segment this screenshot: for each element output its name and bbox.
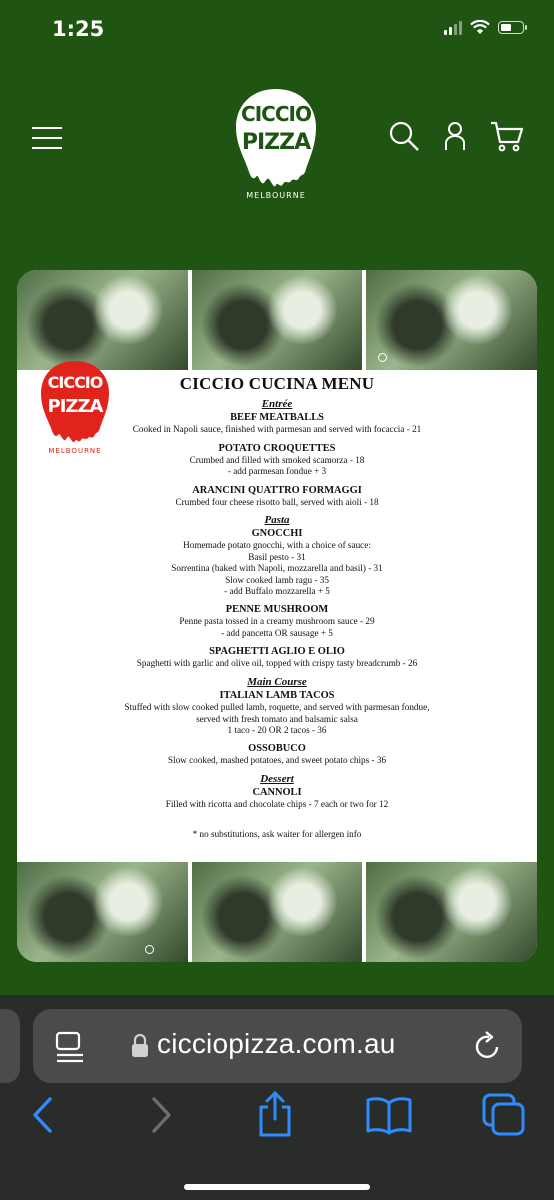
battery-level	[501, 24, 511, 31]
photo-strip-bottom	[17, 862, 537, 962]
menu-item-description: - add pancetta OR sausage + 5	[221, 627, 333, 638]
share-icon[interactable]	[256, 1091, 294, 1137]
lock-icon	[130, 1033, 150, 1059]
film-still-photo	[17, 862, 188, 962]
menu-item-description: Crumbed four cheese risotto ball, served with aioli - 18	[175, 496, 379, 507]
forward-icon[interactable]	[148, 1095, 174, 1135]
menu-item-description: - add Buffalo mozzarella + 5	[224, 586, 330, 597]
menu-item	[17, 485, 537, 508]
menu-item-description: Basil pesto - 31	[248, 551, 306, 562]
address-bar[interactable]	[33, 1009, 522, 1083]
menu-content	[17, 397, 537, 840]
menu-item-description: Spaghetti with garlic and olive oil, topped with crispy tasty breadcrumb - 26	[136, 658, 418, 669]
menu-item-description: Penne pasta tossed in a creamy mushroom sauce - 29	[179, 616, 375, 627]
browser-toolbar	[0, 1095, 554, 1147]
home-indicator	[184, 1184, 370, 1190]
svg-text:MELBOURNE: MELBOURNE	[246, 191, 306, 200]
media-dot-icon	[378, 353, 387, 362]
menu-item-name: SPAGHETTI AGLIO E OLIO	[209, 646, 345, 658]
wifi-icon	[470, 20, 490, 35]
menu-section-title: Entrée	[261, 398, 293, 410]
status-icons	[444, 20, 524, 35]
menu-section-title: Pasta	[264, 514, 290, 527]
reload-icon[interactable]	[472, 1030, 502, 1062]
film-still-photo	[366, 270, 537, 370]
menu-section-title: Main Course	[247, 675, 307, 688]
menu-item-description: Filled with ricotta and chocolate chips - 7 each or two for 12	[165, 799, 389, 810]
menu-item-name: ARANCINI QUATTRO FORMAGGI	[192, 484, 362, 496]
menu-item-description: - add parmesan fondue + 3	[227, 466, 327, 477]
menu-item-name: ITALIAN LAMB TACOS	[219, 690, 335, 702]
back-icon[interactable]	[30, 1095, 56, 1135]
menu-item	[17, 528, 537, 597]
menu-item-description: Cooked in Napoli sauce, finished with parmesan and served with focaccia - 21	[132, 424, 422, 435]
menu-item	[17, 646, 537, 669]
menu-item-description: Slow cooked, mashed potatoes, and sweet potato chips - 36	[167, 755, 387, 766]
menu-body	[17, 370, 537, 862]
menu-item	[17, 443, 537, 478]
film-still-photo	[17, 270, 188, 370]
ciccio-pizza-logo[interactable]	[228, 85, 324, 203]
svg-text:CICCIO: CICCIO	[47, 373, 103, 392]
previous-tab-peek[interactable]	[0, 1009, 20, 1083]
menu-item	[17, 743, 537, 766]
menu-item-name: CANNOLI	[252, 787, 302, 799]
photo-strip-top	[17, 270, 537, 370]
film-still-photo	[366, 862, 537, 962]
page-menu-icon[interactable]	[55, 1031, 85, 1063]
menu-item-description: Stuffed with slow cooked pulled lamb, roquette, and served with parmesan fondue,	[124, 702, 430, 713]
cellular-signal-icon	[444, 21, 462, 35]
menu-item-description: served with fresh tomato and balsamic salsa	[196, 713, 358, 724]
menu-section-title: Dessert	[260, 772, 294, 785]
menu-item-name: GNOCCHI	[251, 528, 303, 540]
header-actions	[388, 120, 524, 152]
menu-item-name: PENNE MUSHROOM	[225, 604, 329, 616]
battery-icon	[498, 21, 524, 34]
media-dot-icon	[145, 945, 154, 954]
status-bar	[0, 0, 554, 60]
film-still-photo	[192, 862, 363, 962]
menu-image-card	[17, 270, 537, 962]
svg-text:CICCIO: CICCIO	[241, 102, 311, 126]
site-header	[0, 80, 554, 210]
svg-text:MELBOURNE: MELBOURNE	[48, 447, 102, 455]
menu-item-description: Slow cooked lamb ragu - 35	[225, 574, 329, 585]
menu-icon[interactable]	[32, 127, 62, 149]
svg-text:PIZZA: PIZZA	[47, 396, 103, 417]
menu-footnote: * no substitutions, ask waiter for allergen info	[192, 828, 362, 839]
svg-text:PIZZA: PIZZA	[241, 130, 311, 155]
menu-item-name: OSSOBUCO	[248, 743, 306, 755]
url-text[interactable]: cicciopizza.com.au	[157, 1028, 396, 1059]
bookmarks-icon[interactable]	[366, 1095, 412, 1135]
menu-title: CICCIO CUCINA MENU	[179, 374, 375, 393]
film-still-photo	[192, 270, 363, 370]
menu-item-description: Sorrentina (baked with Napoli, mozzarella and basil) - 31	[171, 563, 383, 574]
cart-icon[interactable]	[490, 120, 524, 152]
menu-item-name: BEEF MEATBALLS	[230, 412, 324, 424]
menu-item-description: Homemade potato gnocchi, with a choice of sauce:	[183, 540, 371, 551]
browser-chrome	[0, 995, 554, 1200]
search-icon[interactable]	[388, 120, 420, 152]
status-time: 1:25	[52, 17, 105, 41]
account-icon[interactable]	[444, 121, 466, 151]
menu-item	[17, 690, 537, 736]
menu-item	[17, 604, 537, 639]
menu-item-description: 1 taco - 20 OR 2 tacos - 36	[227, 724, 327, 735]
menu-item-description: Crumbed and filled with smoked scamorza - 18	[189, 454, 365, 465]
tabs-icon[interactable]	[482, 1093, 526, 1137]
menu-item	[17, 787, 537, 810]
menu-item	[17, 412, 537, 435]
menu-item-name: POTATO CROQUETTES	[218, 442, 336, 454]
